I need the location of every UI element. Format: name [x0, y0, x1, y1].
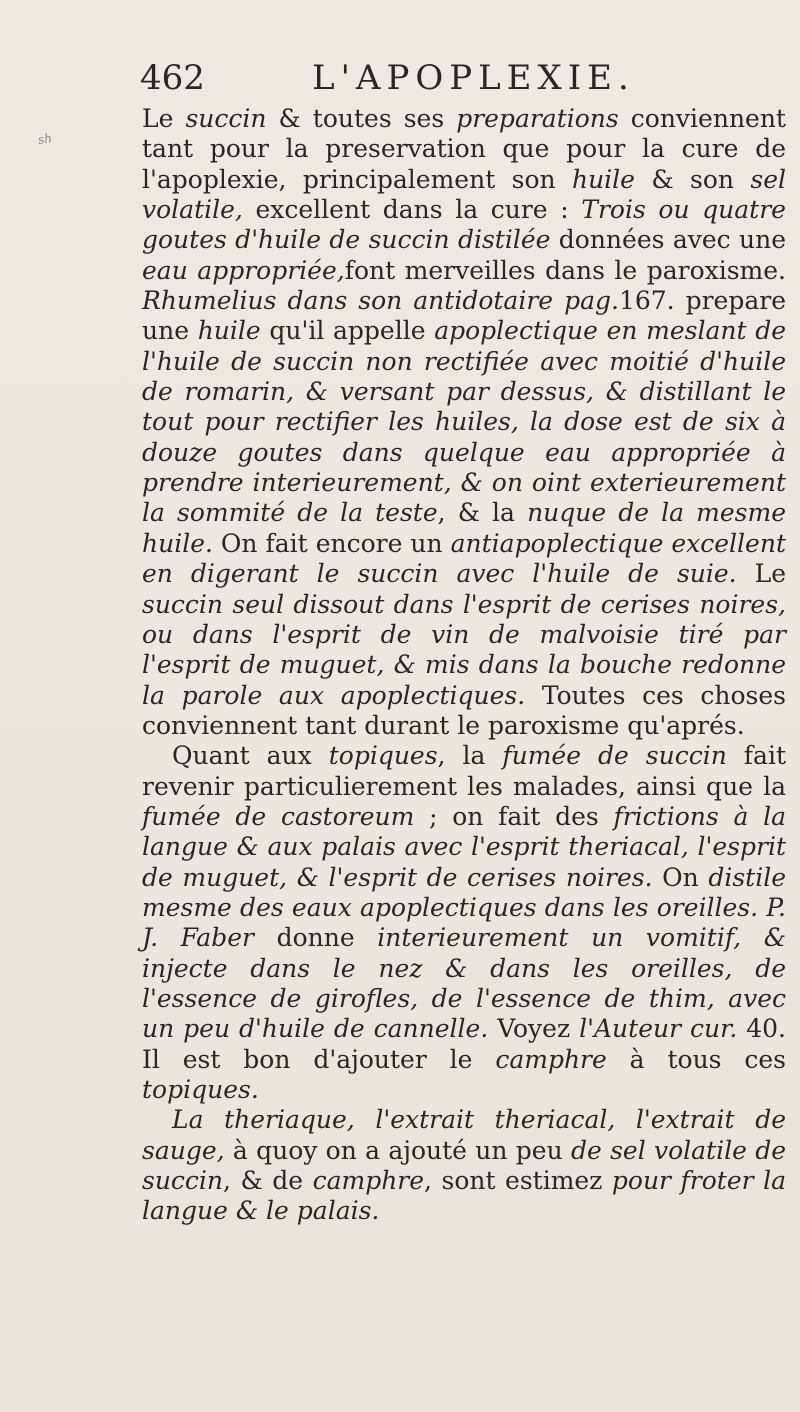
- italic-run: nuque de la mesme huile.: [142, 498, 786, 558]
- italic-run: succin seul dissout dans l'esprit de cerises noires, ou dans l'esprit de vin de malvoisie tiré par l'esprit de muguet, & mis dans la bouche redonne la parole aux apoplectiques.: [142, 589, 786, 710]
- italic-run: huile: [197, 316, 261, 346]
- italic-run: sel volatile,: [142, 164, 786, 225]
- text-run: & toutes ses: [266, 104, 457, 133]
- italic-run: succin: [185, 104, 267, 133]
- italic-run: camphre: [312, 1166, 425, 1196]
- text-run: & son: [634, 164, 751, 194]
- text-run: , & la: [437, 498, 528, 528]
- italic-run: topiques: [328, 741, 438, 771]
- text-run: à tous ces: [606, 1044, 786, 1074]
- italic-run: camphre: [495, 1044, 607, 1074]
- text-run: , sont estimez: [424, 1166, 612, 1196]
- margin-annotation: sh: [37, 131, 53, 147]
- italic-run: l'Auteur cur.: [579, 1014, 738, 1044]
- text-run: donne: [253, 923, 378, 953]
- italic-run: fumée de succin: [502, 741, 727, 771]
- running-head: L'APOPLEXIE.: [312, 58, 635, 98]
- text-run: font merveilles dans le paroxisme.: [344, 255, 786, 285]
- text-run: fait revenir particulierement les malades, ainsi que la: [142, 741, 786, 801]
- text-run: à quoy on a ajouté un peu: [224, 1135, 571, 1165]
- text-run: qu'il appelle: [260, 316, 435, 346]
- text-run: On: [652, 862, 709, 892]
- italic-run: interieurement un vomitif, & injecte dans le nez & dans les oreilles, de l'essence de girofles, de l'essence de thim, avec un peu d'huile de cannelle.: [142, 923, 787, 1044]
- italic-run: eau appropriée,: [142, 255, 345, 285]
- italic-run: Rhumelius dans son antidotaire pag.: [142, 286, 619, 316]
- text-run: 40. Il est bon d'ajouter le: [142, 1014, 786, 1074]
- italic-run: distile mesme des eaux apoplectiques dans les oreilles. P. J. Faber: [142, 862, 786, 953]
- text-run: Voyez: [488, 1014, 580, 1044]
- text-run: données avec une: [550, 225, 786, 255]
- italic-run: antiapoplectique excellent en digerant le succin avec l'huile de suie.: [142, 528, 786, 589]
- italic-run: frictions à la langue & aux palais avec l'esprit theriacal, l'esprit de muguet, & l'esprit de cerises noires.: [142, 801, 786, 892]
- paragraph-1: [142, 104, 786, 741]
- body-text: [142, 104, 786, 1227]
- text-run: Quant aux: [172, 741, 329, 771]
- italic-run: de sel volatile de succin: [142, 1135, 786, 1196]
- italic-run: pour froter la langue & le palais.: [142, 1166, 786, 1226]
- text-run: Toutes ces choses conviennent tant durant le paroxisme qu'aprés.: [142, 680, 786, 740]
- text-run: excellent dans la cure :: [242, 195, 582, 225]
- text-run: Le: [736, 559, 786, 589]
- paragraph-2: [142, 741, 786, 1105]
- italic-run: preparations: [456, 104, 619, 133]
- text-run: 167. prepare une: [142, 286, 787, 346]
- text-run: On fait encore un: [212, 528, 451, 558]
- paragraph-3: [142, 1105, 786, 1226]
- page-number: 462: [140, 58, 205, 98]
- text-run: conviennent tant pour la preservation que pour la cure de l'apoplexie, principalement son: [142, 104, 786, 194]
- text-run: ; on fait des: [414, 801, 614, 831]
- italic-run: topiques.: [142, 1075, 259, 1104]
- italic-run: fumée de castoreum: [142, 801, 415, 831]
- text-run: Le: [142, 104, 186, 133]
- italic-run: huile: [571, 164, 635, 194]
- italic-run: La theriaque, l'extrait theriacal, l'extrait de sauge,: [142, 1105, 786, 1165]
- text-run: , la: [437, 741, 503, 771]
- italic-run: apoplectique en meslant de l'huile de succin non rectifiée avec moitié d'huile de romarin, & versant par dessus, & distillant le tout pour rectifier les huiles, la dose est de six à douze goutes dans quelque eau appropriée à prendre interieurement, & on oint exterieurement la sommité de la teste: [142, 316, 786, 528]
- text-run: , & de: [223, 1166, 313, 1196]
- italic-run: Trois ou quatre goutes d'huile de succin distilée: [142, 195, 786, 255]
